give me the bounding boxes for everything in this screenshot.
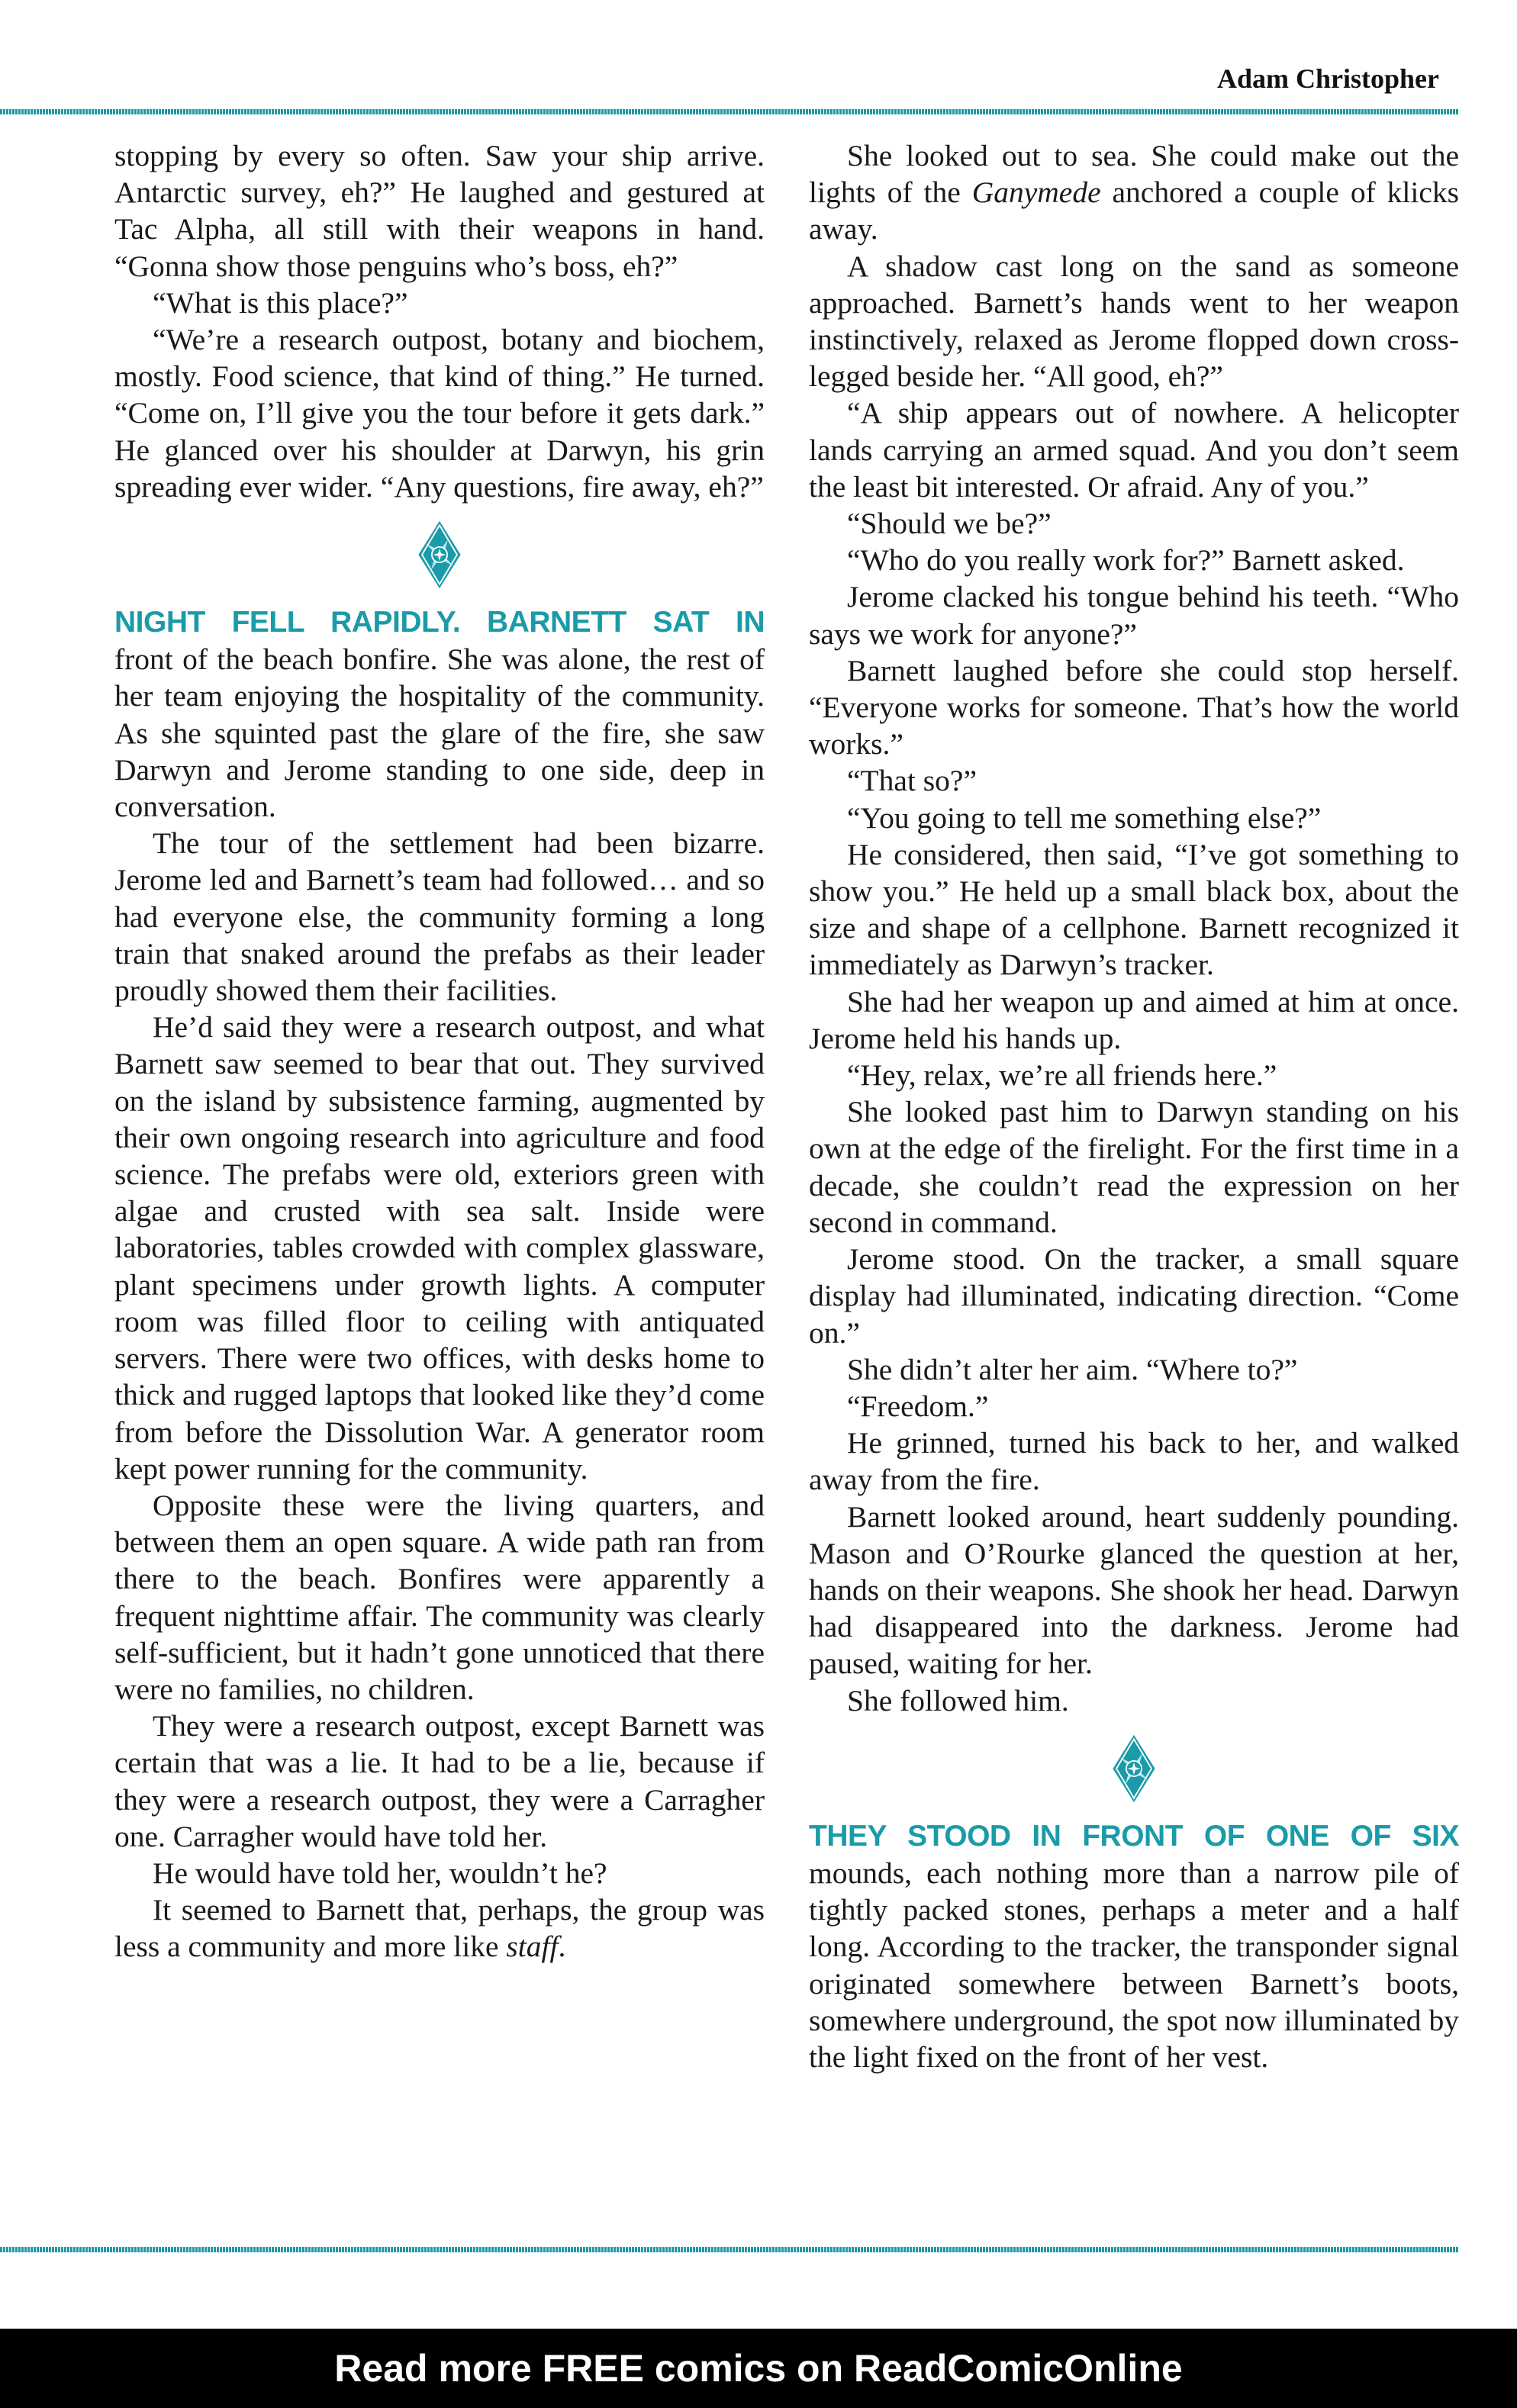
paragraph [114, 285, 765, 321]
paragraph-text: “A ship appears out of nowhere. A helicopter lands carrying an armed squad. And you don’t seem the least bit interested. Or afraid. Any of you.” [809, 396, 1459, 504]
paragraph-text: “What is this place?” [153, 285, 408, 320]
paragraph [114, 1855, 765, 1891]
paragraph [809, 394, 1459, 505]
paragraph [114, 604, 765, 825]
paragraph [114, 1009, 765, 1487]
left-column [114, 137, 765, 1965]
paragraph [809, 836, 1459, 983]
paragraph-text: He’d said they were a research outpost, and what Barnett saw seemed to bear that out. They survived on the island by subsistence farming, augmented by their own ongoing research into agriculture and food science. The prefabs were old, exteriors green with algae and crusted with sea salt. Inside were laboratories, tables crowded with complex glassware, plant specimens under growth lights. A computer room was filled floor to ceiling with antiquated servers. There were two offices, with desks home to thick and rugged laptops that looked like they’d come from before the Dissolution War. A generator room kept power running for the community. [114, 1010, 765, 1486]
paragraph-text: front of the beach bonfire. She was alone, the rest of her team enjoying the hospitality of the community. As she squinted past the glare of the fire, she saw Darwyn and Jerome standing to one side, deep in conversation. [114, 642, 765, 824]
paragraph-text: “Freedom.” [847, 1389, 989, 1423]
paragraph-text: She looked out to sea. She could make out the lights of the [809, 139, 1459, 210]
paragraph-text: He grinned, turned his back to her, and walked away from the fire. [809, 1426, 1459, 1497]
paragraph [809, 137, 1459, 248]
paragraph-text: anchored a couple of klicks away. [809, 175, 1459, 246]
section-break-ornament-icon [809, 1719, 1459, 1818]
paragraph-text: He considered, then said, “I’ve got something to show you.” He held up a small black box, about the size and shape of a cellphone. Barnett recognized it immediately as Darwyn’s tracker. [809, 837, 1459, 982]
paragraph [809, 1241, 1459, 1351]
paragraph-text: Barnett looked around, heart suddenly pounding. Mason and O’Rourke glanced the question at her, hands on their weapons. She shook her head. Darwyn had disappeared into the darkness. Jerome had paused, waiting for her. [809, 1499, 1459, 1681]
paragraph-text: She had her weapon up and aimed at him at once. Jerome held his hands up. [809, 984, 1459, 1055]
footer-link-text[interactable]: Read more FREE comics on ReadComicOnline [334, 2347, 1183, 2390]
paragraph-text: They were a research outpost, except Barnett was certain that was a lie. It had to be a lie, because if they were a research outpost, they were a Carragher one. Carragher would have told her. [114, 1709, 765, 1853]
paragraph [809, 1499, 1459, 1682]
paragraph-text: “Who do you really work for?” Barnett asked. [847, 543, 1405, 578]
running-header-author: Adam Christopher [1216, 63, 1439, 94]
paragraph-text: Barnett laughed before she could stop herself. “Everyone works for someone. That’s how the world works.” [809, 653, 1459, 761]
paragraph [809, 762, 1459, 799]
paragraph-text: The tour of the settlement had been bizarre. Jerome led and Barnett’s team had followed… and so had everyone else, the community forming a long train that snaked around the prefabs as their leader proudly showed them their facilities. [114, 826, 765, 1008]
paragraph [809, 1682, 1459, 1719]
paragraph [809, 1351, 1459, 1388]
paragraph [809, 542, 1459, 578]
paragraph [809, 1388, 1459, 1425]
paragraph-text: He would have told her, wouldn’t he? [153, 1856, 607, 1890]
top-divider [0, 109, 1459, 114]
paragraph [809, 1093, 1459, 1241]
paragraph-text: “Should we be?” [847, 507, 1052, 541]
paragraph [809, 1057, 1459, 1093]
paragraph [809, 1818, 1459, 2075]
paragraph-text: mounds, each nothing more than a narrow pile of tightly packed stones, perhaps a meter and a half long. According to the tracker, the transponder signal originated somewhere between Barnett’s boots, somewhere underground, the spot now illuminated by the light fixed on the front of her vest. [809, 1856, 1459, 2074]
paragraph-text: She followed him. [847, 1683, 1069, 1717]
paragraph [809, 505, 1459, 542]
paragraph-text: She looked past him to Darwyn standing on his own at the edge of the firelight. For the first time in a decade, she couldn’t read the expression on her second in command. [809, 1095, 1459, 1239]
paragraph-text: She didn’t alter her aim. “Where to?” [847, 1352, 1298, 1386]
section-lead-in-heading: THEY STOOD IN FRONT OF ONE OF SIX [809, 1819, 1459, 1853]
paragraph [809, 800, 1459, 836]
paragraph-text: A shadow cast long on the sand as someone approached. Barnett’s hands went to her weapon instinctively, relaxed as Jerome flopped down cross-legged beside her. “All good, eh?” [809, 249, 1459, 394]
paragraph-text: Jerome stood. On the tracker, a small square display had illuminated, indicating direction. “Come on.” [809, 1242, 1459, 1350]
paragraph [114, 321, 765, 505]
bottom-divider [0, 2247, 1459, 2252]
footer-banner[interactable] [0, 2329, 1517, 2408]
paragraph-text: . [558, 1930, 566, 1964]
paragraph-text: “We’re a research outpost, botany and biochem, mostly. Food science, that kind of thing.” He turned. “Come on, I’ll give you the tour before it gets dark.” He glanced over his shoulder at Darwyn, his grin spreading ever wider. “Any questions, fire away, eh?” [114, 323, 765, 504]
paragraph-text: It seemed to Barnett that, perhaps, the group was less a community and more like [114, 1893, 765, 1964]
italic-text: staff [506, 1930, 559, 1964]
paragraph [114, 825, 765, 1009]
paragraph [114, 1487, 765, 1708]
paragraph [809, 652, 1459, 763]
paragraph [114, 137, 765, 285]
section-break-ornament-icon [114, 505, 765, 604]
paragraph [114, 1708, 765, 1855]
paragraph [809, 248, 1459, 395]
paragraph [114, 1891, 765, 1965]
section-lead-in-heading: NIGHT FELL RAPIDLY. BARNETT SAT IN [114, 606, 765, 639]
paragraph-text: “You going to tell me something else?” [847, 800, 1322, 835]
paragraph-text: Opposite these were the living quarters, and between them an open square. A wide path ran from there to the beach. Bonfires were apparently a frequent nighttime affair. The community was clearly self-sufficient, but it hadn’t gone unnoticed that there were no families, no children. [114, 1488, 765, 1706]
paragraph [809, 578, 1459, 652]
paragraph-text: stopping by every so often. Saw your ship arrive. Antarctic survey, eh?” He laughed and gestured at Tac Alpha, all still with their weapons in hand. “Gonna show those penguins who’s boss, eh?” [114, 139, 765, 283]
italic-text: Ganymede [971, 175, 1101, 210]
paragraph-text: Jerome clacked his tongue behind his teeth. “Who says we work for anyone?” [809, 580, 1459, 651]
paragraph [809, 983, 1459, 1057]
paragraph [809, 1425, 1459, 1498]
paragraph-text: “Hey, relax, we’re all friends here.” [847, 1058, 1277, 1093]
right-column [809, 137, 1459, 2075]
paragraph-text: “That so?” [847, 764, 977, 798]
